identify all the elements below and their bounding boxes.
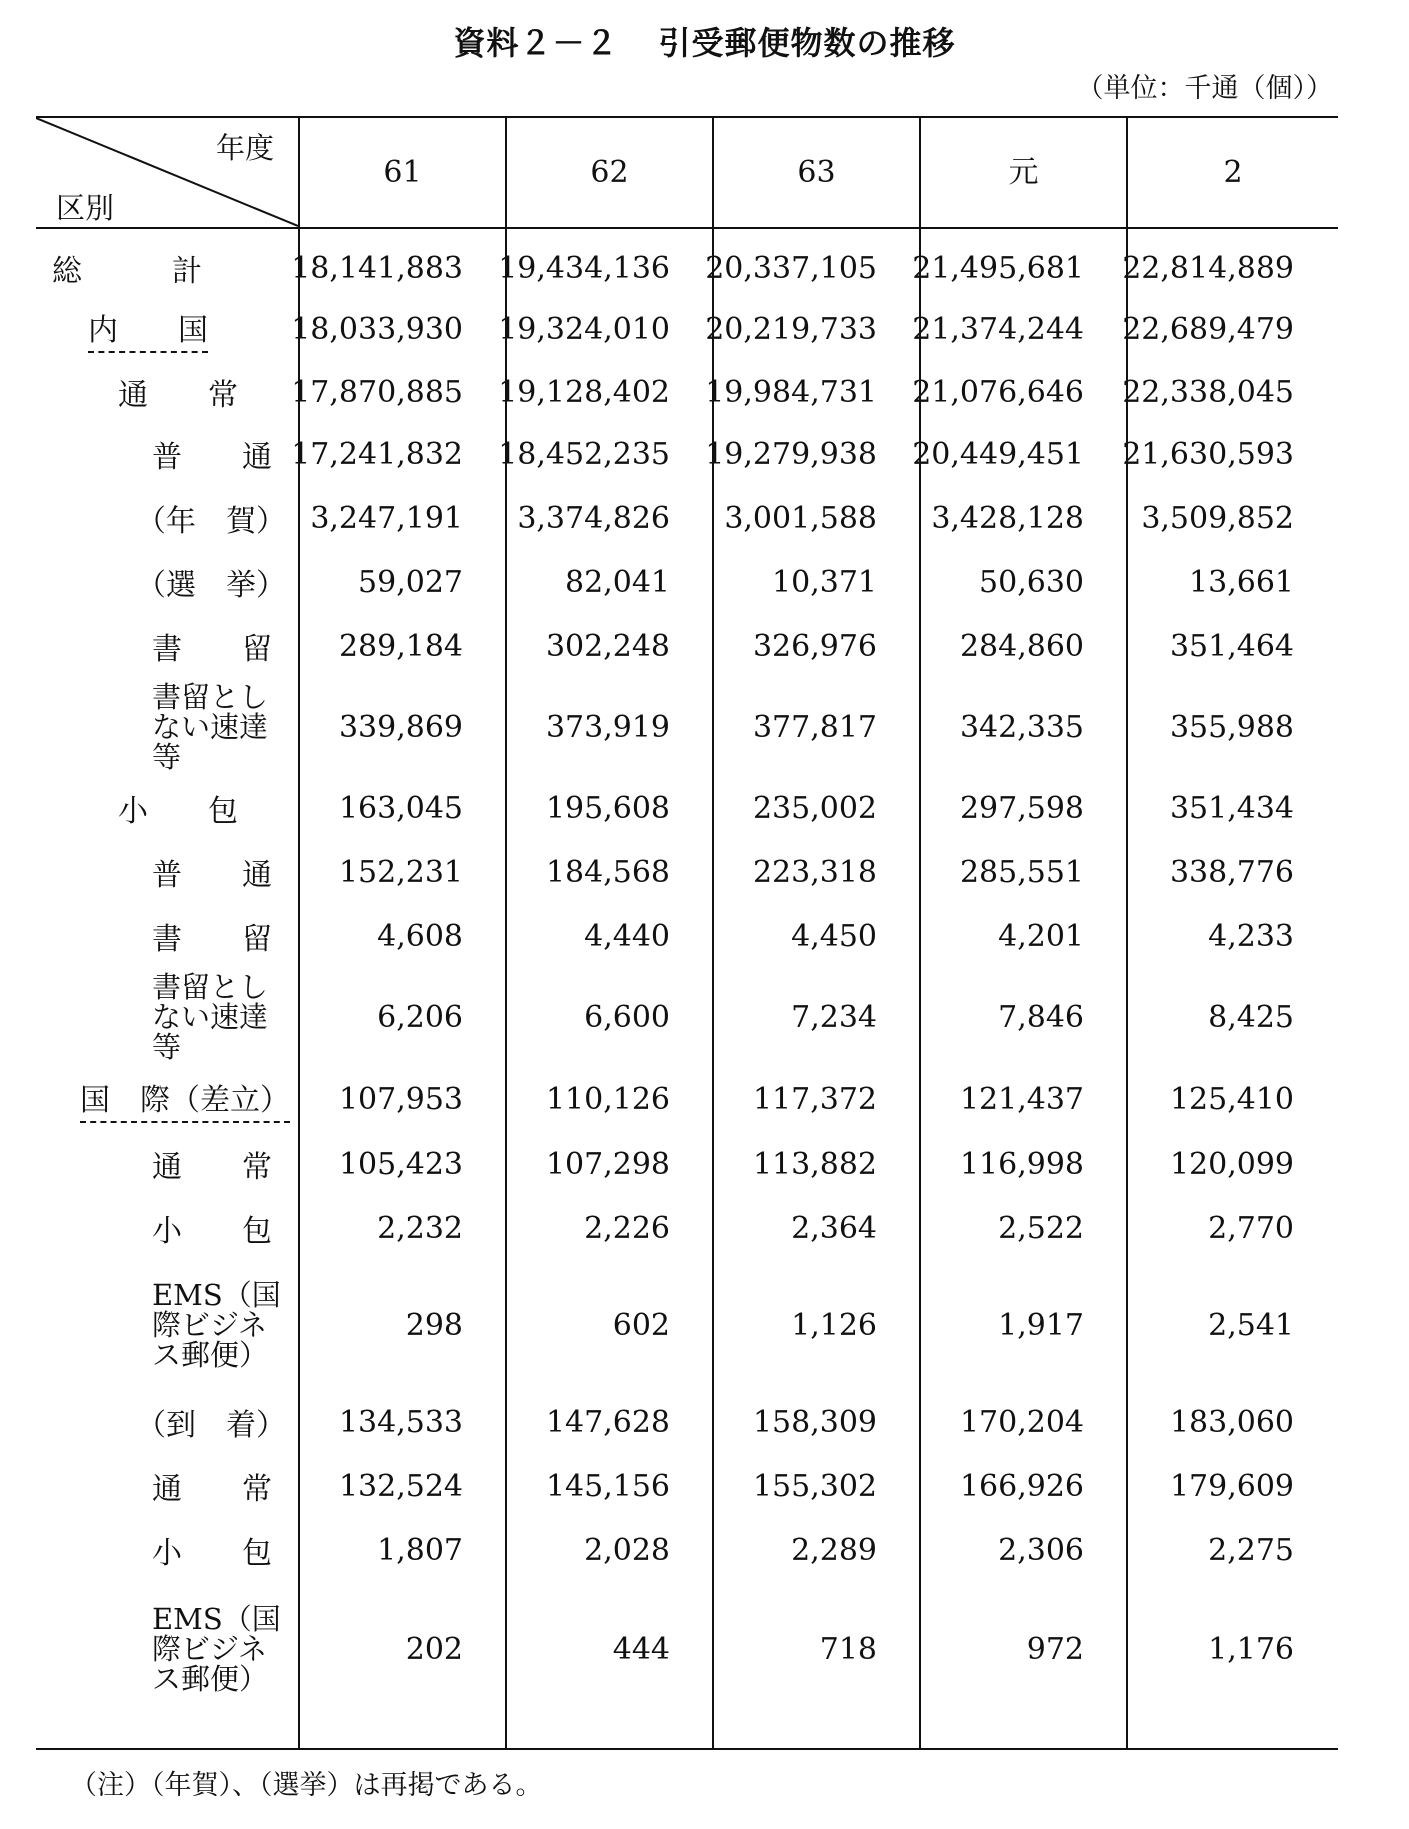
table-cell: 444	[612, 1631, 670, 1667]
table-row	[36, 1132, 1338, 1196]
title-text: 引受郵便物数の推移	[658, 24, 956, 62]
row-label	[36, 1582, 286, 1716]
row-label-text: 小 包	[152, 1214, 272, 1249]
table-cell: 17,241,832	[291, 436, 463, 472]
row-label	[36, 1260, 286, 1390]
table-row	[36, 776, 1338, 840]
row-label	[36, 968, 286, 1066]
table-cell: 3,247,191	[310, 500, 463, 536]
row-label	[36, 1132, 286, 1196]
column-header: 63	[797, 155, 836, 190]
table-cell: 338,776	[1169, 854, 1294, 890]
row-label-text: 総 計	[52, 254, 202, 289]
table-cell: 18,033,930	[291, 311, 463, 347]
row-label-text: 書留とし ない速達等	[152, 680, 269, 774]
table-cell: 170,204	[959, 1404, 1084, 1440]
table-cell: 351,434	[1169, 790, 1294, 826]
table-row	[36, 1260, 1338, 1390]
row-label-text: 書 留	[152, 632, 272, 667]
table-cell: 4,440	[584, 918, 670, 954]
table-row	[36, 614, 1338, 678]
table-cell: 179,609	[1169, 1468, 1294, 1504]
row-label	[36, 614, 286, 678]
table-cell: 3,509,852	[1141, 500, 1294, 536]
table-cell: 21,076,646	[912, 374, 1084, 410]
table-cell: 351,464	[1169, 628, 1294, 664]
table-cell: 50,630	[979, 564, 1084, 600]
row-label	[36, 1390, 286, 1454]
table-cell: 2,541	[1208, 1307, 1294, 1343]
table-row	[36, 422, 1338, 486]
row-label	[36, 776, 286, 840]
table-cell: 377,817	[752, 709, 877, 745]
row-label-text: （到 着）	[136, 1408, 286, 1443]
table-cell: 20,219,733	[705, 311, 877, 347]
table-cell: 147,628	[545, 1404, 670, 1440]
table-cell: 1,807	[377, 1532, 463, 1568]
row-label-text: 書 留	[152, 922, 272, 957]
row-label	[36, 678, 286, 776]
column-header: 2	[1223, 155, 1243, 190]
header-year-label: 年度	[216, 131, 275, 165]
table-cell: 117,372	[752, 1081, 877, 1117]
table-row	[36, 1066, 1338, 1132]
row-label-text: 普 通	[152, 858, 272, 893]
table-cell: 602	[612, 1307, 670, 1343]
table-row	[36, 550, 1338, 614]
table-cell: 22,814,889	[1122, 250, 1294, 286]
table-cell: 355,988	[1169, 709, 1294, 745]
table-cell: 20,337,105	[705, 250, 877, 286]
table-cell: 297,598	[959, 790, 1084, 826]
table-row	[36, 1454, 1338, 1518]
table-cell: 18,452,235	[498, 436, 670, 472]
row-label-text: 小 包	[118, 794, 238, 829]
row-label-text: （選 挙）	[136, 568, 286, 603]
table-cell: 4,450	[791, 918, 877, 954]
table-cell: 202	[405, 1631, 463, 1667]
table-row	[36, 486, 1338, 550]
table-cell: 326,976	[752, 628, 877, 664]
row-label-text: 国 際（差立）	[80, 1075, 290, 1123]
table-cell: 113,882	[752, 1146, 877, 1182]
table-cell: 1,126	[791, 1307, 877, 1343]
page-title	[0, 18, 1409, 64]
table-cell: 155,302	[752, 1468, 877, 1504]
row-label	[36, 240, 286, 296]
table-cell: 284,860	[959, 628, 1084, 664]
table-cell: 298	[405, 1307, 463, 1343]
data-table	[36, 116, 1338, 1750]
row-label	[36, 840, 286, 904]
table-cell: 105,423	[338, 1146, 463, 1182]
table-cell: 342,335	[959, 709, 1084, 745]
row-label	[36, 1196, 286, 1260]
table-cell: 125,410	[1169, 1081, 1294, 1117]
table-cell: 116,998	[959, 1146, 1084, 1182]
table-row	[36, 840, 1338, 904]
table-cell: 2,289	[791, 1532, 877, 1568]
table-cell: 4,201	[998, 918, 1084, 954]
table-cell: 1,176	[1208, 1631, 1294, 1667]
table-cell: 17,870,885	[291, 374, 463, 410]
row-label-text: 内 国	[88, 305, 208, 353]
table-cell: 972	[1026, 1631, 1084, 1667]
table-cell: 22,689,479	[1122, 311, 1294, 347]
table-cell: 184,568	[545, 854, 670, 890]
table-cell: 3,001,588	[724, 500, 877, 536]
table-cell: 285,551	[959, 854, 1084, 890]
table-cell: 8,425	[1208, 999, 1294, 1035]
table-cell: 59,027	[358, 564, 463, 600]
table-cell: 3,428,128	[931, 500, 1084, 536]
table-cell: 19,128,402	[498, 374, 670, 410]
row-label-text: EMS（国 際ビジネ ス郵便）	[152, 1278, 281, 1372]
table-cell: 4,233	[1208, 918, 1294, 954]
table-cell: 3,374,826	[517, 500, 670, 536]
table-cell: 13,661	[1189, 564, 1294, 600]
row-label	[36, 296, 286, 362]
table-cell: 121,437	[959, 1081, 1084, 1117]
table-cell: 20,449,451	[912, 436, 1084, 472]
row-label-text: 通 常	[152, 1472, 272, 1507]
table-cell: 120,099	[1169, 1146, 1294, 1182]
table-cell: 4,608	[377, 918, 463, 954]
row-label-text: （年 賀）	[136, 504, 286, 539]
row-label-text: 普 通	[152, 440, 272, 475]
table-cell: 19,279,938	[705, 436, 877, 472]
table-cell: 339,869	[338, 709, 463, 745]
table-cell: 134,533	[338, 1404, 463, 1440]
table-cell: 235,002	[752, 790, 877, 826]
title-number: 資料２－２	[453, 24, 619, 62]
row-label	[36, 1454, 286, 1518]
table-cell: 183,060	[1169, 1404, 1294, 1440]
table-cell: 21,495,681	[912, 250, 1084, 286]
row-label	[36, 904, 286, 968]
table-row	[36, 362, 1338, 422]
footnote: （注）（年賀）、（選挙）は再掲である。	[70, 1770, 543, 1801]
table-cell: 110,126	[545, 1081, 670, 1117]
table-cell: 19,324,010	[498, 311, 670, 347]
table-row	[36, 240, 1338, 296]
row-label-text: 通 常	[118, 378, 238, 413]
table-cell: 2,275	[1208, 1532, 1294, 1568]
row-label-text: 通 常	[152, 1150, 272, 1185]
unit-label: （単位：千通（個））	[1076, 73, 1333, 104]
row-label-text: EMS（国 際ビジネ ス郵便）	[152, 1602, 281, 1696]
table-cell: 10,371	[772, 564, 877, 600]
row-label	[36, 1518, 286, 1582]
table-row	[36, 1196, 1338, 1260]
row-label	[36, 362, 286, 422]
table-cell: 19,984,731	[705, 374, 877, 410]
column-header: 62	[590, 155, 629, 190]
row-label	[36, 422, 286, 486]
table-cell: 6,206	[377, 999, 463, 1035]
table-row	[36, 1390, 1338, 1454]
table-cell: 2,226	[584, 1210, 670, 1246]
table-cell: 2,522	[998, 1210, 1084, 1246]
table-cell: 22,338,045	[1122, 374, 1294, 410]
table-cell: 152,231	[338, 854, 463, 890]
table-cell: 302,248	[545, 628, 670, 664]
table-cell: 2,028	[584, 1532, 670, 1568]
table-cell: 373,919	[545, 709, 670, 745]
row-label-text: 小 包	[152, 1536, 272, 1571]
table-cell: 195,608	[545, 790, 670, 826]
header-divider	[36, 227, 1338, 229]
table-row	[36, 904, 1338, 968]
table-cell: 289,184	[338, 628, 463, 664]
table-cell: 19,434,136	[498, 250, 670, 286]
table-cell: 18,141,883	[291, 250, 463, 286]
table-cell: 223,318	[752, 854, 877, 890]
column-header: 元	[1008, 155, 1039, 190]
table-cell: 82,041	[565, 564, 670, 600]
row-label	[36, 1066, 290, 1132]
column-header: 61	[383, 155, 422, 190]
table-row	[36, 968, 1338, 1066]
table-cell: 2,306	[998, 1532, 1084, 1568]
table-cell: 2,364	[791, 1210, 877, 1246]
row-label	[36, 486, 286, 550]
table-cell: 718	[819, 1631, 877, 1667]
table-cell: 166,926	[959, 1468, 1084, 1504]
table-cell: 7,234	[791, 999, 877, 1035]
table-cell: 21,374,244	[912, 311, 1084, 347]
table-cell: 107,298	[545, 1146, 670, 1182]
table-cell: 2,770	[1208, 1210, 1294, 1246]
table-cell: 1,917	[998, 1307, 1084, 1343]
table-row	[36, 296, 1338, 362]
table-cell: 132,524	[338, 1468, 463, 1504]
table-cell: 145,156	[545, 1468, 670, 1504]
table-row	[36, 1518, 1338, 1582]
table-cell: 163,045	[338, 790, 463, 826]
table-cell: 158,309	[752, 1404, 877, 1440]
table-cell: 6,600	[584, 999, 670, 1035]
table-row	[36, 678, 1338, 776]
row-label	[36, 550, 286, 614]
header-kind-label: 区別	[56, 191, 115, 225]
table-cell: 21,630,593	[1122, 436, 1294, 472]
table-cell: 7,846	[998, 999, 1084, 1035]
table-row	[36, 1582, 1338, 1716]
row-label-text: 書留とし ない速達等	[152, 970, 269, 1064]
table-cell: 2,232	[377, 1210, 463, 1246]
table-cell: 107,953	[338, 1081, 463, 1117]
